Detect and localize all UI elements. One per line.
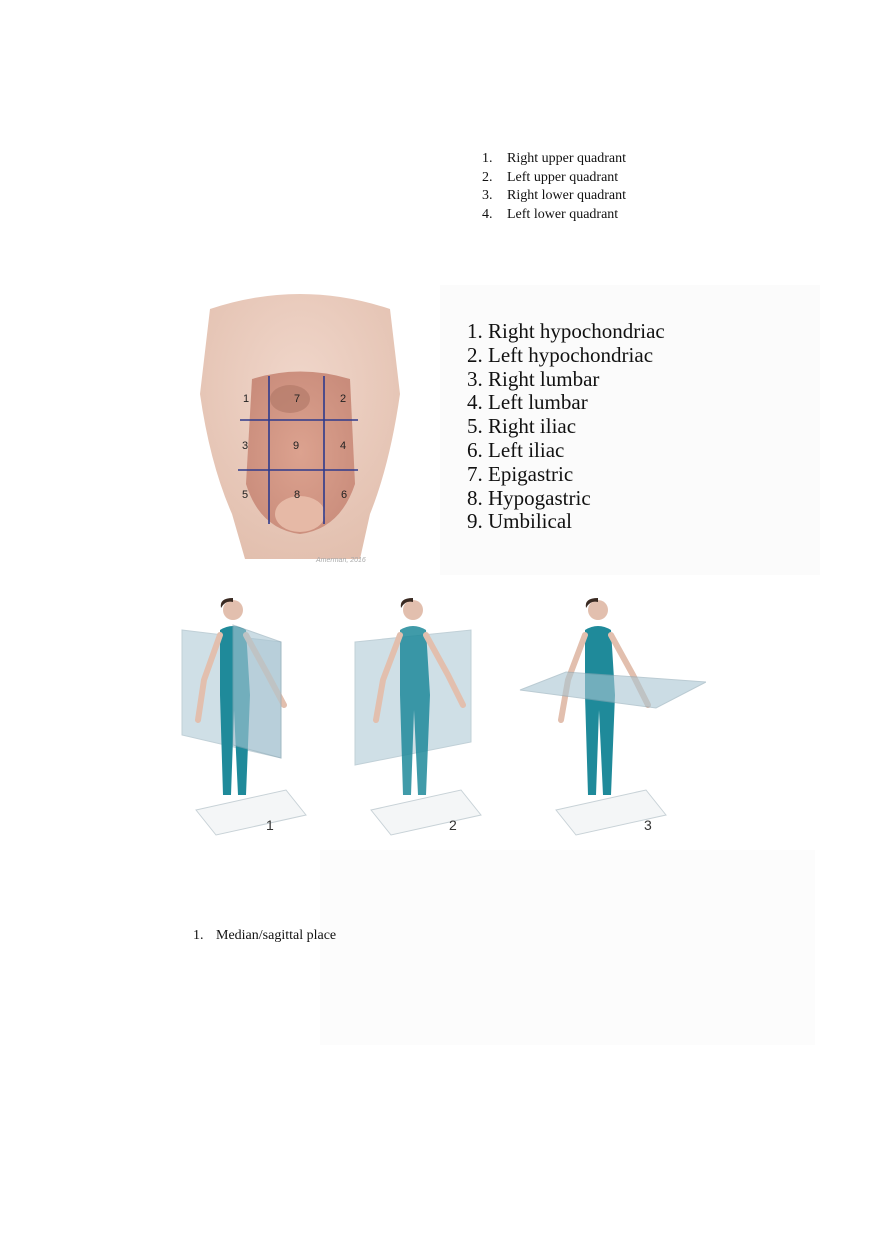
abdominal-regions-illustration — [190, 284, 410, 574]
quadrant-list — [482, 150, 626, 224]
region-label: 4 — [340, 440, 347, 452]
region-label: 3 — [242, 440, 249, 452]
head — [403, 600, 423, 620]
list-item: 8. Hypogastric — [467, 485, 591, 510]
floor-plate — [371, 790, 481, 835]
region-label: 9 — [293, 440, 300, 452]
list-item: 2. Left hypochondriac — [467, 342, 654, 367]
list-item: 1. Median/sagittal place — [193, 928, 337, 943]
list-item: 5. Right iliac — [467, 414, 577, 439]
plane-front-half — [233, 625, 281, 758]
list-item: 3. Right lower quadrant — [482, 188, 626, 203]
list-item: 6. Left iliac — [467, 437, 565, 462]
body-suit — [400, 626, 430, 795]
plane-list — [193, 928, 336, 944]
head — [588, 600, 608, 620]
region-label: 1 — [243, 393, 250, 405]
region-label: 6 — [341, 489, 348, 501]
region-label: 7 — [294, 393, 301, 405]
list-item: 1. Right upper quadrant — [482, 151, 626, 166]
transverse-plane — [520, 672, 706, 708]
plane-number: 2 — [449, 817, 457, 833]
region-label: 5 — [242, 489, 249, 501]
transverse-plane-figure — [516, 580, 706, 840]
bladder-shape — [275, 496, 325, 532]
region-list — [467, 320, 665, 534]
list-item: 9. Umbilical — [467, 509, 572, 534]
list-item: 7. Epigastric — [467, 461, 574, 486]
frontal-plane-figure — [351, 580, 541, 840]
faint-background-panel — [320, 850, 815, 1045]
region-label: 2 — [340, 393, 347, 405]
list-item: 4. Left lower quadrant — [482, 206, 619, 222]
sagittal-plane-figure — [176, 580, 366, 840]
list-item: 4. Left lumbar — [467, 390, 588, 415]
head — [223, 600, 243, 620]
plane-number: 3 — [644, 817, 652, 833]
floor-plate — [196, 790, 306, 835]
list-item: 2. Left upper quadrant — [482, 169, 619, 185]
body-planes-illustration — [176, 580, 816, 850]
plane-number: 1 — [266, 817, 274, 833]
body-suit — [585, 626, 615, 795]
list-item: 3. Right lumbar — [467, 366, 600, 391]
list-item: 1. Right hypochondriac — [467, 319, 665, 343]
region-label: 8 — [294, 489, 301, 501]
stomach-shape — [270, 385, 310, 413]
illustration-credit: Amerman, 2016 — [316, 557, 366, 564]
